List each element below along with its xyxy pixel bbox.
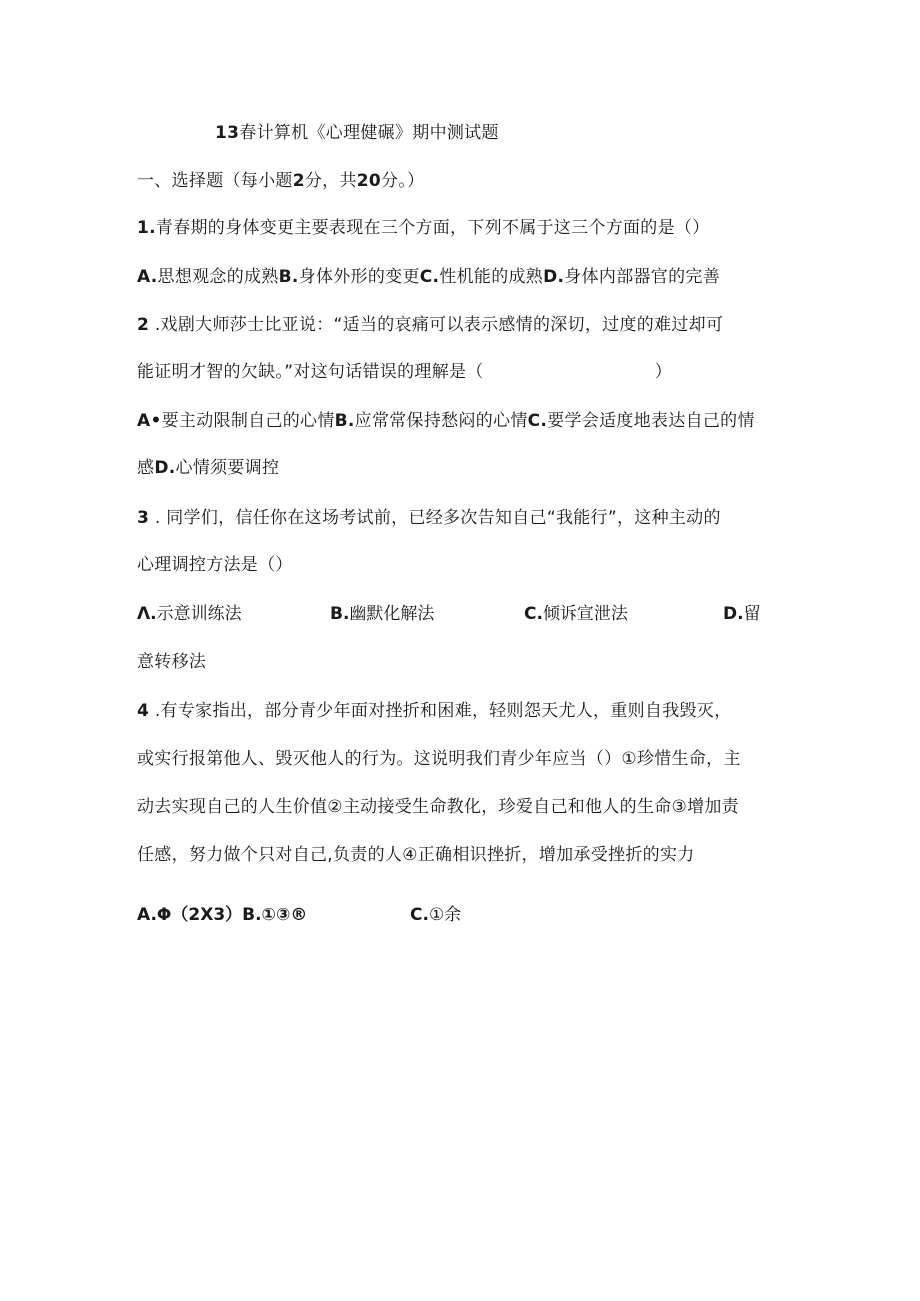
question-3	[137, 506, 721, 530]
option-key: D.	[154, 458, 176, 478]
question-stem: 能证明才智的欠缺。”对这句话错误的理解是（ ）	[137, 362, 673, 382]
question-4-options-ab	[137, 903, 307, 927]
question-3-option-d-cont	[137, 650, 206, 674]
title-number: 13	[215, 123, 240, 143]
section-heading-text: 分，共	[304, 171, 357, 191]
option-text: 留	[743, 604, 761, 624]
question-stem: 动去实现自己的人生价值②主动接受生命教化，珍爱自己和他人的生命③增加责	[137, 797, 739, 817]
option-key: D.	[543, 267, 565, 287]
option-text: 示意训练法	[156, 604, 242, 624]
question-4-line4	[137, 843, 695, 867]
section-heading-text: 一、选择题（每小题	[137, 171, 293, 191]
option-text: 要学会适度地表达自己的情	[547, 411, 755, 431]
question-2	[137, 313, 723, 337]
option-text: 感	[137, 458, 155, 478]
question-2-options	[137, 409, 755, 433]
section-heading	[137, 169, 424, 193]
points-per-question: 2	[292, 171, 305, 191]
question-3-option-a	[137, 602, 242, 626]
question-stem: 心理调控方法是（）	[137, 555, 293, 575]
option-key: C.	[419, 267, 440, 287]
question-stem: 青春期的身体变更主要表现在三个方面，下列不属于这三个方面的是（）	[155, 218, 710, 238]
section-heading-text: 分。）	[381, 171, 425, 191]
option-key: B.	[278, 267, 299, 287]
question-1	[137, 216, 710, 240]
question-number: 1.	[137, 218, 156, 238]
page-title	[215, 121, 499, 145]
question-3-option-b	[330, 602, 434, 626]
question-3-option-c	[524, 602, 628, 626]
question-4-line3	[137, 795, 739, 819]
question-stem: 或实行报第他人、毁灭他人的行为。这说明我们青少年应当（）①珍惜生命，主	[137, 749, 741, 769]
option-key: Λ.	[137, 604, 157, 624]
question-stem: .戏剧大师莎士比亚说：“适当的哀痛可以表示感情的深切，过度的难过却可	[149, 315, 724, 335]
option-key: B.	[334, 411, 355, 431]
option-text: 幽默化解法	[349, 604, 435, 624]
option-key: B.	[330, 604, 350, 624]
question-number: 4	[137, 701, 150, 721]
option-text: 思想观念的成熟	[157, 267, 279, 287]
question-2-line2	[137, 360, 672, 384]
option-text: 性机能的成熟	[439, 267, 544, 287]
option-key: C.	[524, 604, 543, 624]
question-stem: .有专家指出，部分青少年面对挫折和困难，轻则怨天尤人，重则自我毁灭，	[149, 701, 732, 721]
option-text: 意转移法	[137, 652, 207, 672]
question-number: 2	[137, 315, 150, 335]
option-text: 应常常保持愁闷的心情	[354, 411, 528, 431]
question-4-line2	[137, 747, 741, 771]
question-3-option-d	[723, 602, 761, 626]
option-key: D.	[723, 604, 744, 624]
option-text: 倾诉宣泄法	[542, 604, 628, 624]
option-key: C.	[410, 905, 429, 925]
option-text: ①余	[428, 905, 462, 925]
option-text: 心情须要调控	[175, 458, 280, 478]
question-4	[137, 699, 731, 723]
question-number: 3	[137, 508, 150, 528]
option-text: A.Φ（2X3）B.①③®	[137, 905, 308, 925]
question-1-options	[137, 265, 720, 289]
option-key: A.	[137, 267, 158, 287]
question-2-options-cont	[137, 456, 279, 480]
option-text: 要主动限制自己的心情	[161, 411, 335, 431]
option-text: 身体内部器官的完善	[564, 267, 720, 287]
option-key: C.	[527, 411, 548, 431]
question-3-line2	[137, 553, 293, 577]
question-stem: . 同学们，信任你在这场考试前，已经多次告知自己“我能行”，这种主动的	[149, 508, 721, 528]
total-points: 20	[356, 171, 382, 191]
option-key: A•	[137, 411, 162, 431]
question-stem: 任感，努力做个只对自己,负责的人④正确相识挫折，增加承受挫折的实力	[137, 845, 695, 865]
option-text: 身体外形的变更	[298, 267, 420, 287]
question-4-option-c	[410, 903, 461, 927]
title-text: 春计算机《心理健碾》期中测试题	[239, 123, 499, 143]
